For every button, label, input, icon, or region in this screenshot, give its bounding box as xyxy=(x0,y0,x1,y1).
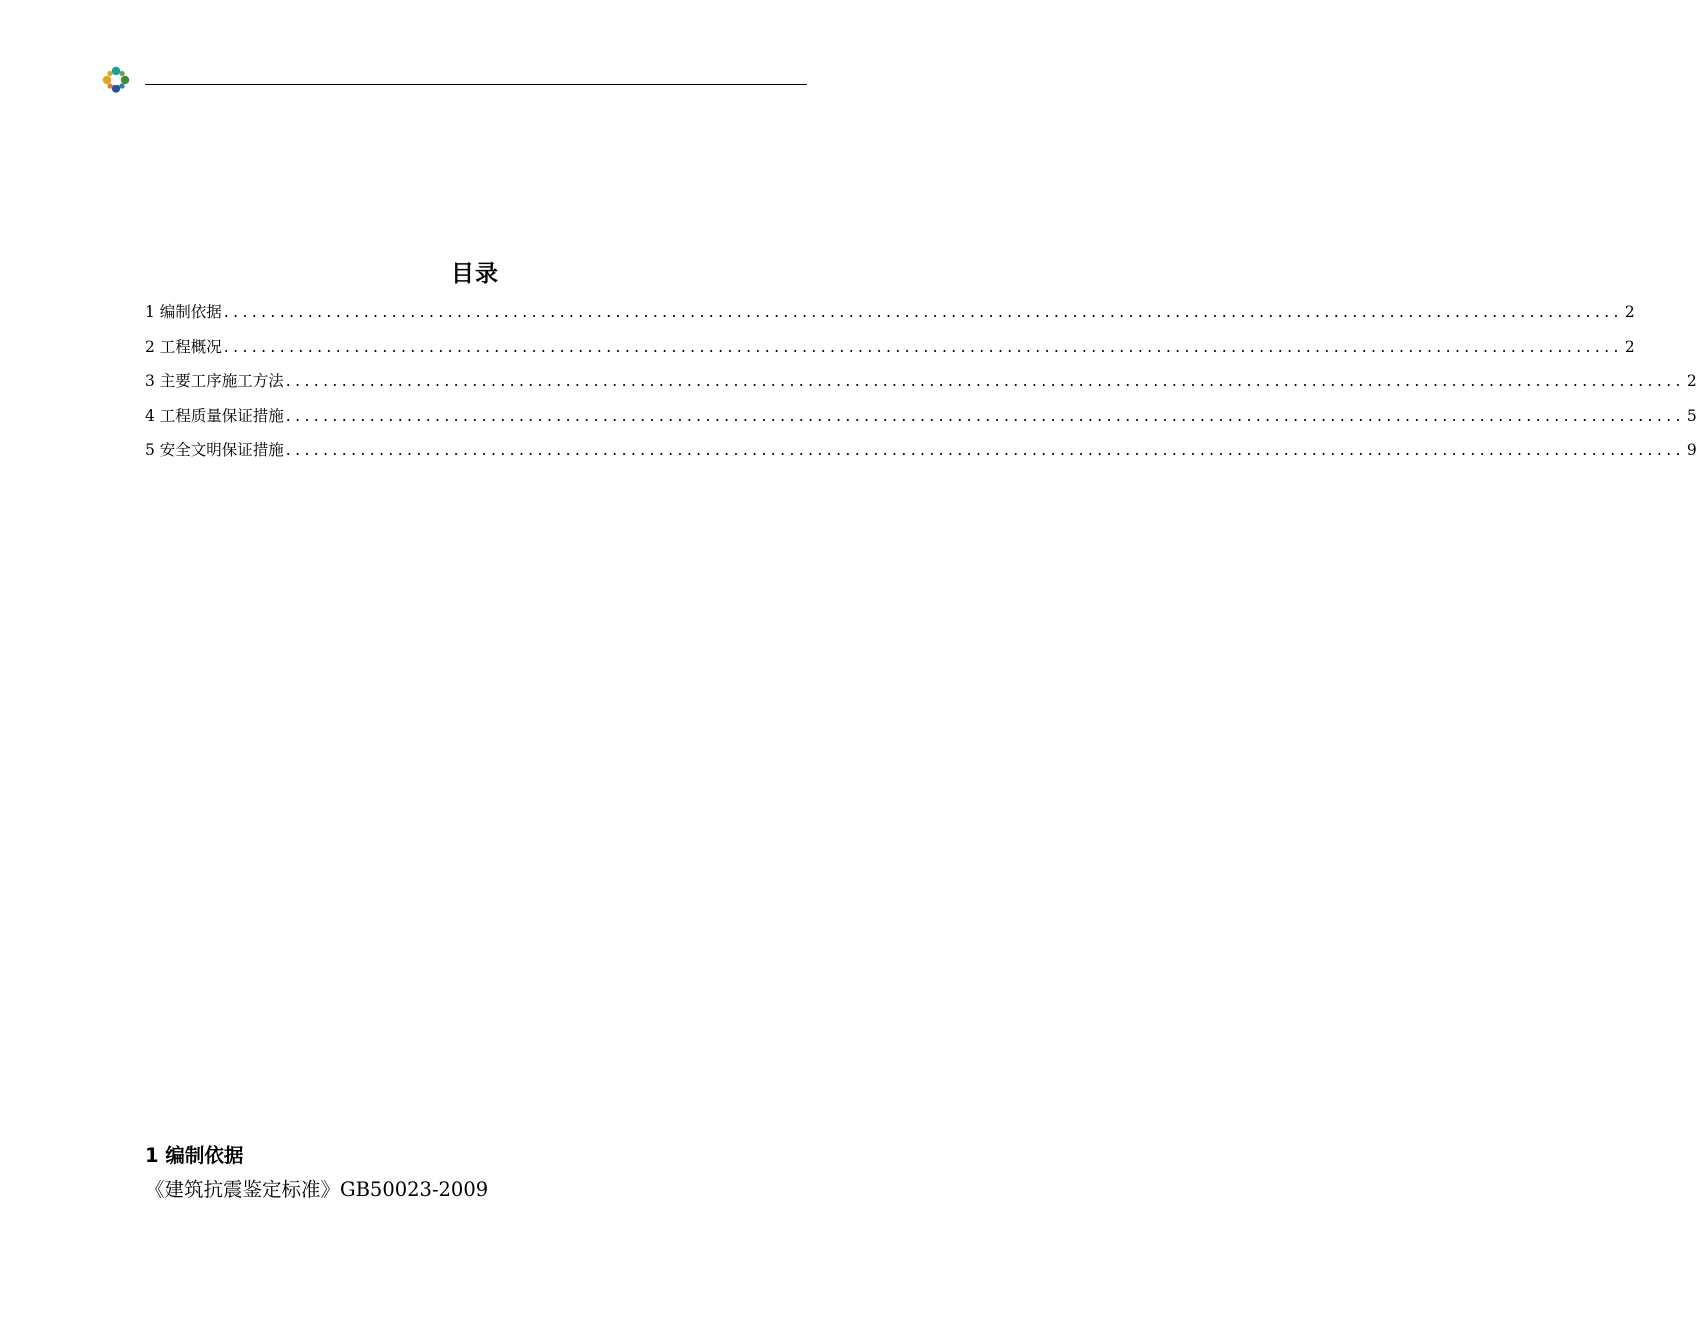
toc-entry-page: 2 xyxy=(1624,303,1635,321)
toc-entry[interactable] xyxy=(145,369,1697,404)
company-logo-icon xyxy=(102,66,130,94)
toc-leader-dots: ...................................................................................................................................................... xyxy=(285,406,1685,425)
toc-entry[interactable] xyxy=(145,335,1635,370)
section-body-text: 《建筑抗震鉴定标准》GB50023-2009 xyxy=(145,1178,489,1201)
toc-leader-dots: ...................................................................................................................................................... xyxy=(223,303,1623,321)
toc-entry-label: 4 工程质量保证措施 xyxy=(145,406,284,425)
toc-entry-page: 2 xyxy=(1624,337,1635,356)
toc-entry[interactable] xyxy=(145,300,1635,335)
toc-entry[interactable] xyxy=(145,404,1697,439)
toc-leader-dots: ...................................................................................................................................................... xyxy=(285,441,1685,459)
toc-entry-page: 5 xyxy=(1686,406,1697,425)
toc-leader-dots: ...................................................................................................................................................... xyxy=(223,337,1623,356)
toc-entry-label: 2 工程概况 xyxy=(145,337,222,356)
table-of-contents xyxy=(145,300,1697,473)
toc-entry[interactable] xyxy=(145,438,1697,473)
toc-entry-page: 9 xyxy=(1686,441,1697,459)
toc-entry-page: 2 xyxy=(1686,372,1697,390)
section-heading: 1 编制依据 xyxy=(145,1144,244,1167)
toc-entry-label: 5 安全文明保证措施 xyxy=(145,441,284,459)
toc-entry-label: 3 主要工序施工方法 xyxy=(145,372,284,390)
toc-title: 目录 xyxy=(451,261,499,287)
toc-leader-dots: ...................................................................................................................................................... xyxy=(285,372,1685,390)
toc-entry-label: 1 编制依据 xyxy=(145,303,222,321)
header-rule xyxy=(145,84,807,85)
